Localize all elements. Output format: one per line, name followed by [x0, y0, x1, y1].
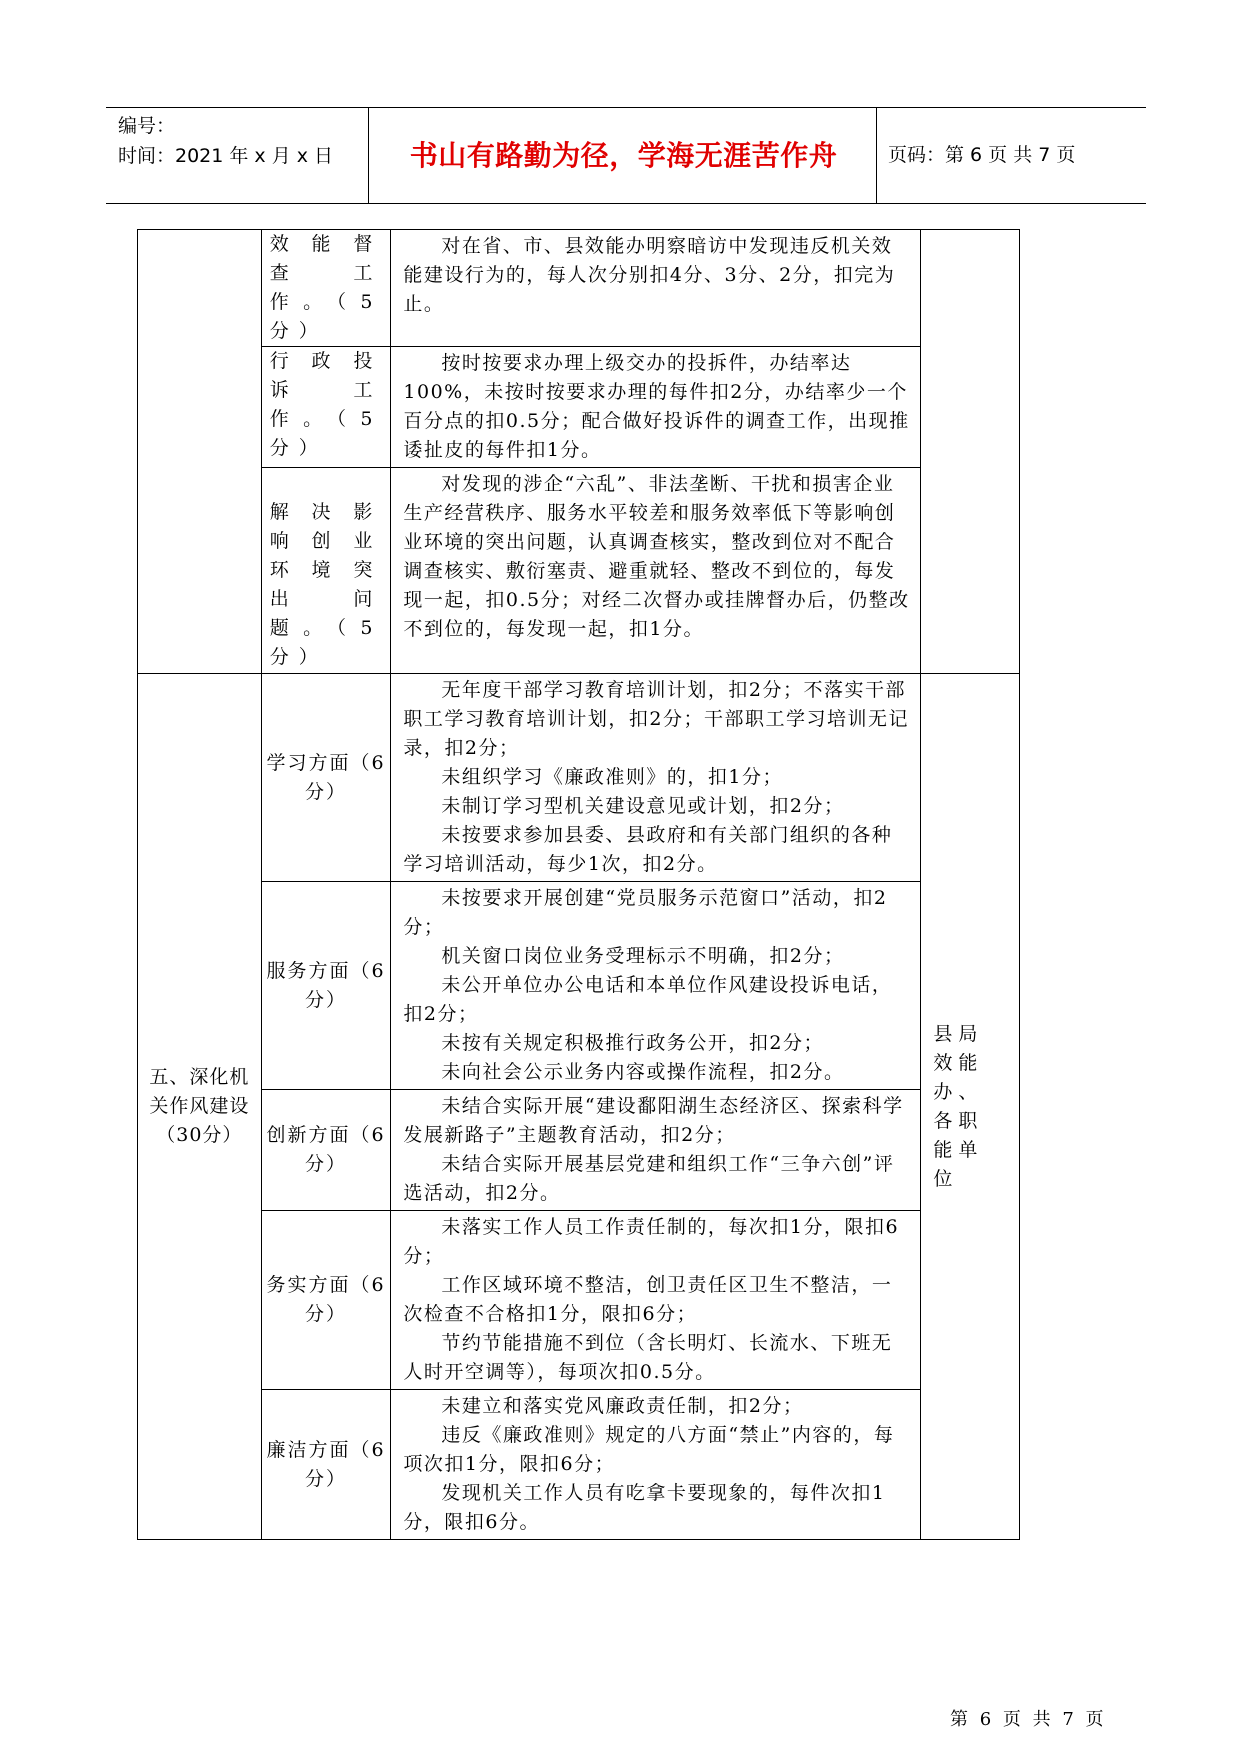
item-cell: 学习方面（6分）: [261, 674, 391, 882]
section-cell-empty: [138, 230, 262, 674]
table-row: [138, 1390, 1020, 1540]
content-paragraph: 发现机关工作人员有吃拿卡要现象的，每件次扣1分，限扣6分。: [403, 1482, 886, 1533]
content-paragraph: 违反《廉政准则》规定的八方面“禁止”内容的，每项次扣1分，限扣6分；: [403, 1424, 895, 1475]
content-paragraph: 未落实工作人员工作责任制的，每次扣1分，限扣6分；: [403, 1216, 900, 1267]
content-paragraph: 对在省、市、县效能办明察暗访中发现违反机关效能建设行为的，每人次分别扣4分、3分、2分，扣完为止。: [403, 235, 896, 315]
content-paragraph: 未组织学习《廉政准则》的，扣1分；: [441, 766, 784, 788]
item-cell: 创新方面（6分）: [261, 1090, 391, 1211]
content-paragraph: 未公开单位办公电话和本单位作风建设投诉电话，扣2分；: [403, 974, 893, 1025]
content-cell: [391, 1211, 921, 1390]
content-cell: [391, 882, 921, 1090]
header-meta: [118, 108, 368, 203]
header-motto: 书山有路勤为径，学海无涯苦作舟: [409, 139, 838, 172]
item-cell: 务实方面（6分）: [261, 1211, 391, 1390]
section-title: 五、深化机关作风建设（30分）: [138, 674, 262, 1540]
doc-number-label: 编号：: [118, 115, 176, 137]
table-row: [138, 1090, 1020, 1211]
responsible-unit: 县局效能办、各职能单位: [921, 674, 1020, 1540]
page-header: [106, 107, 1146, 204]
time-label: 时间：2021 年 x 月 x 日: [118, 145, 334, 167]
content-paragraph: 机关窗口岗位业务受理标示不明确，扣2分；: [441, 945, 845, 967]
content-cell: [391, 674, 921, 882]
content-paragraph: 未按有关规定积极推行政务公开，扣2分；: [441, 1032, 825, 1054]
content-paragraph: 未制订学习型机关建设意见或计划，扣2分；: [441, 795, 845, 817]
content-paragraph: 未建立和落实党风廉政责任制，扣2分；: [441, 1395, 804, 1417]
content-paragraph: 工作区域环境不整洁，创卫责任区卫生不整洁，一次检查不合格扣1分，限扣6分；: [403, 1274, 893, 1325]
assessment-table: [137, 229, 1020, 1540]
table-row: [138, 882, 1020, 1090]
header-divider: [368, 108, 369, 203]
content-paragraph: 未结合实际开展“建设鄱阳湖生态经济区、探索科学发展新路子”主题教育活动，扣2分；: [403, 1095, 904, 1146]
table-row: [138, 1211, 1020, 1390]
page-footer: 第 6 页 共 7 页: [950, 1709, 1107, 1730]
content-cell: [391, 468, 921, 674]
content-paragraph: 按时按要求办理上级交办的投拆件，办结率达100%，未按时按要求办理的每件扣2分，办结率少一个百分点的扣0.5分；配合做好投诉件的调查工作，出现推诿扯皮的每件扣1分。: [403, 352, 910, 461]
content-cell: [391, 347, 921, 468]
content-cell: [391, 1390, 921, 1540]
page-info: 页码：第 6 页 共 7 页: [888, 144, 1076, 166]
table-row: [138, 230, 1020, 347]
header-divider: [876, 108, 877, 203]
content-paragraph: 未按要求参加县委、县政府和有关部门组织的各种学习培训活动，每少1次，扣2分。: [403, 824, 893, 875]
content-paragraph: 未向社会公示业务内容或操作流程，扣2分。: [441, 1061, 845, 1083]
table-row: [138, 674, 1020, 882]
content-cell: [391, 1090, 921, 1211]
table-row: [138, 468, 1020, 674]
content-paragraph: 未按要求开展创建“党员服务示范窗口”活动，扣2分；: [403, 887, 888, 938]
item-cell: 廉洁方面（6分）: [261, 1390, 391, 1540]
item-cell: 解决影响创业环境突出问题。（5分）: [261, 468, 391, 674]
content-paragraph: 节约节能措施不到位（含长明灯、长流水、下班无人时开空调等），每项次扣0.5分。: [403, 1332, 893, 1383]
item-cell: 效能督查工作。（5分）: [261, 230, 391, 347]
table-row: [138, 347, 1020, 468]
responsible-cell-empty: [921, 230, 1020, 674]
item-cell: 行政投诉工作。（5分）: [261, 347, 391, 468]
content-paragraph: 对发现的涉企“六乱”、非法垄断、干扰和损害企业生产经营秩序、服务水平较差和服务效率低下等影响创业环境的突出问题，认真调查核实，整改到位对不配合调查核实、敷衍塞责、避重就轻、整改不到位的，每发现一起，扣0.5分；对经二次督办或挂牌督办后，仍整改不到位的，每发现一起，扣1分。: [403, 473, 910, 640]
content-paragraph: 未结合实际开展基层党建和组织工作“三争六创”评选活动，扣2分。: [403, 1153, 895, 1204]
content-paragraph: 无年度干部学习教育培训计划，扣2分；不落实干部职工学习教育培训计划，扣2分；干部职工学习培训无记录，扣2分；: [403, 679, 910, 759]
content-cell: [391, 230, 921, 347]
item-cell: 服务方面（6分）: [261, 882, 391, 1090]
